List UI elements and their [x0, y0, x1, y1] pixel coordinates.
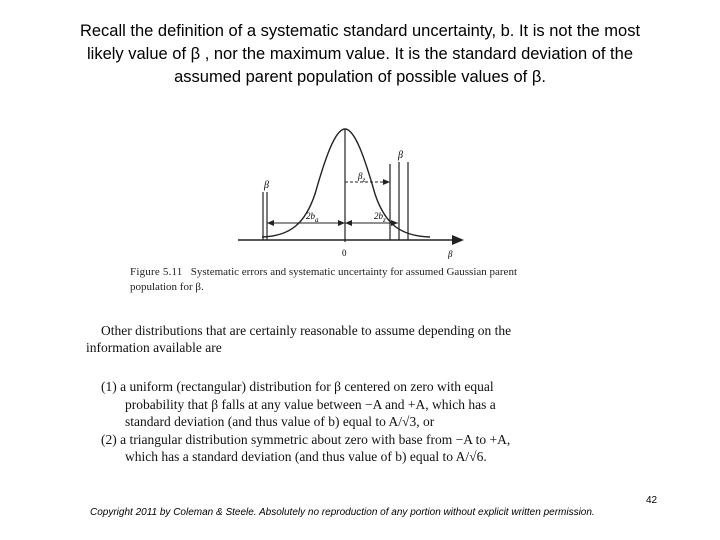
- label-beta-peak-main: β: [358, 171, 363, 181]
- label-beta-peak-sub: z: [362, 176, 366, 184]
- label-beta-right: β: [398, 150, 403, 161]
- gaussian-curve: [262, 129, 430, 237]
- heading-line-1: Recall the definition of a systematic standard uncertainty, b. It is not the most: [79, 22, 641, 40]
- heading-line-3: assumed parent population of possible values of β.: [174, 68, 546, 86]
- caption-figure-label: Figure 5.11: [130, 266, 183, 278]
- book-paragraph: [86, 323, 566, 356]
- list-item-1-line-3: standard deviation (and thus value of b) equal to A/√3, or: [125, 414, 435, 429]
- paragraph-line-2: information available are: [86, 339, 222, 355]
- page-number: 42: [646, 495, 658, 506]
- list-item-2-line-2: which has a standard deviation (and thus value of b) equal to A/√6.: [125, 449, 487, 464]
- axis-arrowhead: [452, 235, 464, 245]
- slide-heading: [30, 20, 690, 89]
- paragraph-line-1: Other distributions that are certainly reasonable to assume depending on the: [101, 323, 512, 338]
- heading-line-2: likely value of β , nor the maximum value. It is the standard deviation of the: [86, 45, 633, 63]
- label-axis-beta: β: [448, 249, 453, 259]
- label-2b-right-main: 2b: [374, 211, 383, 221]
- label-beta-left: β: [264, 180, 269, 191]
- dim-2b-left-arrow-b: [338, 220, 345, 226]
- dim-2b-left-arrow-a: [267, 220, 274, 226]
- list-item-1-line-1: (1) a uniform (rectangular) distribution for β centered on zero with equal: [101, 379, 494, 394]
- list-item-2-line-1: (2) a triangular distribution symmetric about zero with base from −A to +A,: [101, 431, 511, 447]
- label-2b-left-main: 2b: [306, 211, 315, 221]
- label-2b-left: [306, 211, 319, 224]
- caption-line-2: population for β.: [130, 281, 204, 293]
- beta-peak-arrowhead: [383, 179, 390, 185]
- gaussian-diagram: [230, 124, 480, 264]
- label-2b-right-sub: z: [383, 216, 386, 224]
- label-2b-left-sub: a: [315, 216, 319, 224]
- figure-caption: [130, 265, 517, 295]
- dim-2b-right-arrow-a: [345, 220, 352, 226]
- gaussian-figure: [230, 124, 480, 264]
- copyright-footer: Copyright 2011 by Coleman & Steele. Absolutely no reproduction of any portion without explicit written permission.: [90, 507, 595, 518]
- distribution-list: [101, 378, 571, 466]
- list-item-1-line-2: probability that β falls at any value between −A and +A, which has a: [125, 396, 496, 412]
- caption-line-1: Systematic errors and systematic uncertainty for assumed Gaussian parent: [190, 266, 518, 278]
- label-axis-zero: 0: [342, 248, 347, 258]
